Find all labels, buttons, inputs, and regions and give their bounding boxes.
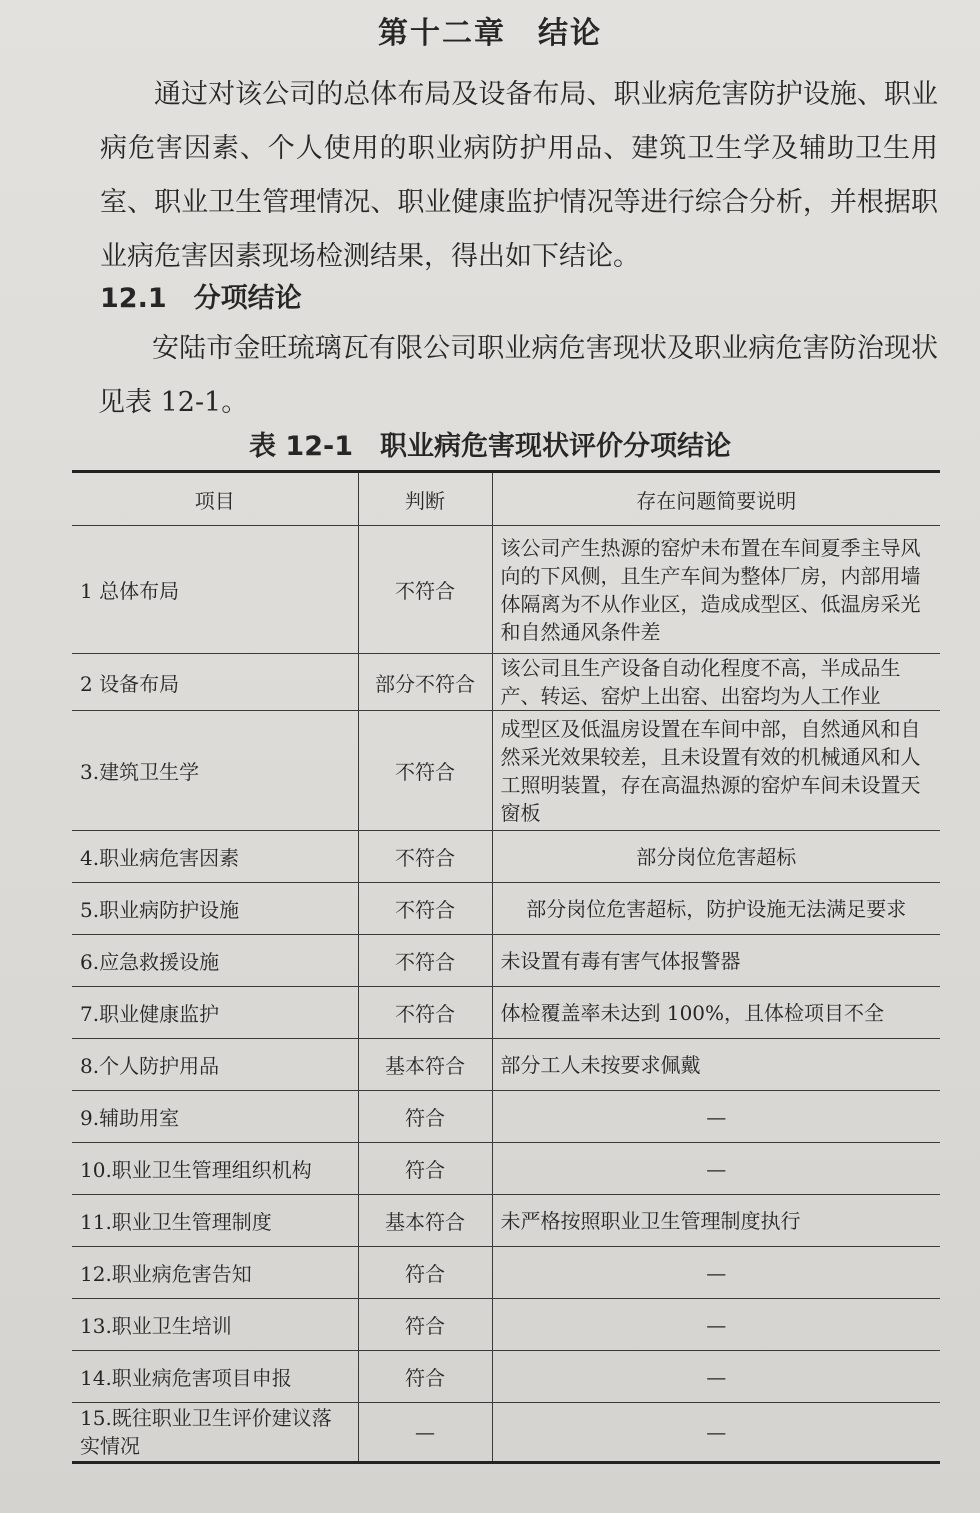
cell-judgment: 不符合 — [358, 831, 492, 883]
section-paragraph: 安陆市金旺琉璃瓦有限公司职业病危害现状及职业病危害防治现状见表 12-1。 — [98, 333, 938, 418]
cell-item: 11.职业卫生管理制度 — [72, 1195, 358, 1247]
cell-item: 1 总体布局 — [72, 526, 358, 654]
table-row — [72, 1403, 940, 1463]
cell-item: 13.职业卫生培训 — [72, 1299, 358, 1351]
cell-judgment: 基本符合 — [358, 1039, 492, 1091]
cell-judgment: 符合 — [358, 1143, 492, 1195]
cell-description: 成型区及低温房设置在车间中部，自然通风和自然采光效果较差，且未设置有效的机械通风和人工照明装置，存在高温热源的窑炉车间未设置天窗板 — [492, 711, 940, 831]
cell-item: 3.建筑卫生学 — [72, 711, 358, 831]
table-row — [72, 1091, 940, 1143]
cell-description: — — [492, 1299, 940, 1351]
cell-item: 5.职业病防护设施 — [72, 883, 358, 935]
cell-item: 9.辅助用室 — [72, 1091, 358, 1143]
section-heading: 12.1 分项结论 — [100, 283, 302, 314]
cell-item: 12.职业病危害告知 — [72, 1247, 358, 1299]
cell-description: 体检覆盖率未达到 100%，且体检项目不全 — [492, 987, 940, 1039]
cell-item: 4.职业病危害因素 — [72, 831, 358, 883]
cell-description: 该公司产生热源的窑炉未布置在车间夏季主导风向的下风侧，且生产车间为整体厂房，内部用墙体隔离为不从作业区，造成成型区、低温房采光和自然通风条件差 — [492, 526, 940, 654]
cell-item: 10.职业卫生管理组织机构 — [72, 1143, 358, 1195]
cell-description: 部分工人未按要求佩戴 — [492, 1039, 940, 1091]
table-row — [72, 1351, 940, 1403]
table-row — [72, 1247, 940, 1299]
cell-judgment: 符合 — [358, 1091, 492, 1143]
cell-judgment: 符合 — [358, 1299, 492, 1351]
cell-description: — — [492, 1247, 940, 1299]
table-row — [72, 1039, 940, 1091]
cell-judgment: 符合 — [358, 1247, 492, 1299]
cell-judgment: 不符合 — [358, 935, 492, 987]
chapter-title: 第十二章 结论 — [378, 16, 602, 51]
table-row — [72, 526, 940, 654]
table-row — [72, 711, 940, 831]
table-row — [72, 831, 940, 883]
header-judgment: 判断 — [358, 472, 492, 526]
table-row — [72, 935, 940, 987]
table-row — [72, 1143, 940, 1195]
cell-judgment: 不符合 — [358, 883, 492, 935]
header-item: 项目 — [72, 472, 358, 526]
cell-description: — — [492, 1143, 940, 1195]
table-row — [72, 1299, 940, 1351]
evaluation-table — [72, 470, 940, 1464]
cell-item: 14.职业病危害项目申报 — [72, 1351, 358, 1403]
cell-judgment: 不符合 — [358, 526, 492, 654]
table-row — [72, 654, 940, 711]
cell-description: — — [492, 1403, 940, 1463]
cell-description: 部分岗位危害超标 — [492, 831, 940, 883]
table-row — [72, 1195, 940, 1247]
table-row — [72, 987, 940, 1039]
cell-item: 8.个人防护用品 — [72, 1039, 358, 1091]
cell-description: — — [492, 1091, 940, 1143]
cell-judgment: 不符合 — [358, 987, 492, 1039]
cell-description: 未设置有毒有害气体报警器 — [492, 935, 940, 987]
table-caption: 表 12-1 职业病危害现状评价分项结论 — [249, 431, 731, 462]
cell-description: 未严格按照职业卫生管理制度执行 — [492, 1195, 940, 1247]
table-header-row — [72, 472, 940, 526]
table-row — [72, 883, 940, 935]
cell-judgment: 基本符合 — [358, 1195, 492, 1247]
cell-description: 该公司且生产设备自动化程度不高，半成品生产、转运、窑炉上出窑、出窑均为人工作业 — [492, 654, 940, 711]
cell-item: 15.既往职业卫生评价建议落实情况 — [72, 1403, 358, 1463]
header-description: 存在问题简要说明 — [492, 472, 940, 526]
cell-item: 6.应急救援设施 — [72, 935, 358, 987]
cell-judgment: 部分不符合 — [358, 654, 492, 711]
cell-description: 部分岗位危害超标，防护设施无法满足要求 — [492, 883, 940, 935]
cell-judgment: 不符合 — [358, 711, 492, 831]
cell-description: — — [492, 1351, 940, 1403]
cell-judgment: — — [358, 1403, 492, 1463]
intro-paragraph: 通过对该公司的总体布局及设备布局、职业病危害防护设施、职业病危害因素、个人使用的职业病防护用品、建筑卫生学及辅助卫生用室、职业卫生管理情况、职业健康监护情况等进行综合分析，并根据职业病危害因素现场检测结果，得出如下结论。 — [100, 79, 938, 272]
cell-item: 7.职业健康监护 — [72, 987, 358, 1039]
cell-judgment: 符合 — [358, 1351, 492, 1403]
cell-item: 2 设备布局 — [72, 654, 358, 711]
